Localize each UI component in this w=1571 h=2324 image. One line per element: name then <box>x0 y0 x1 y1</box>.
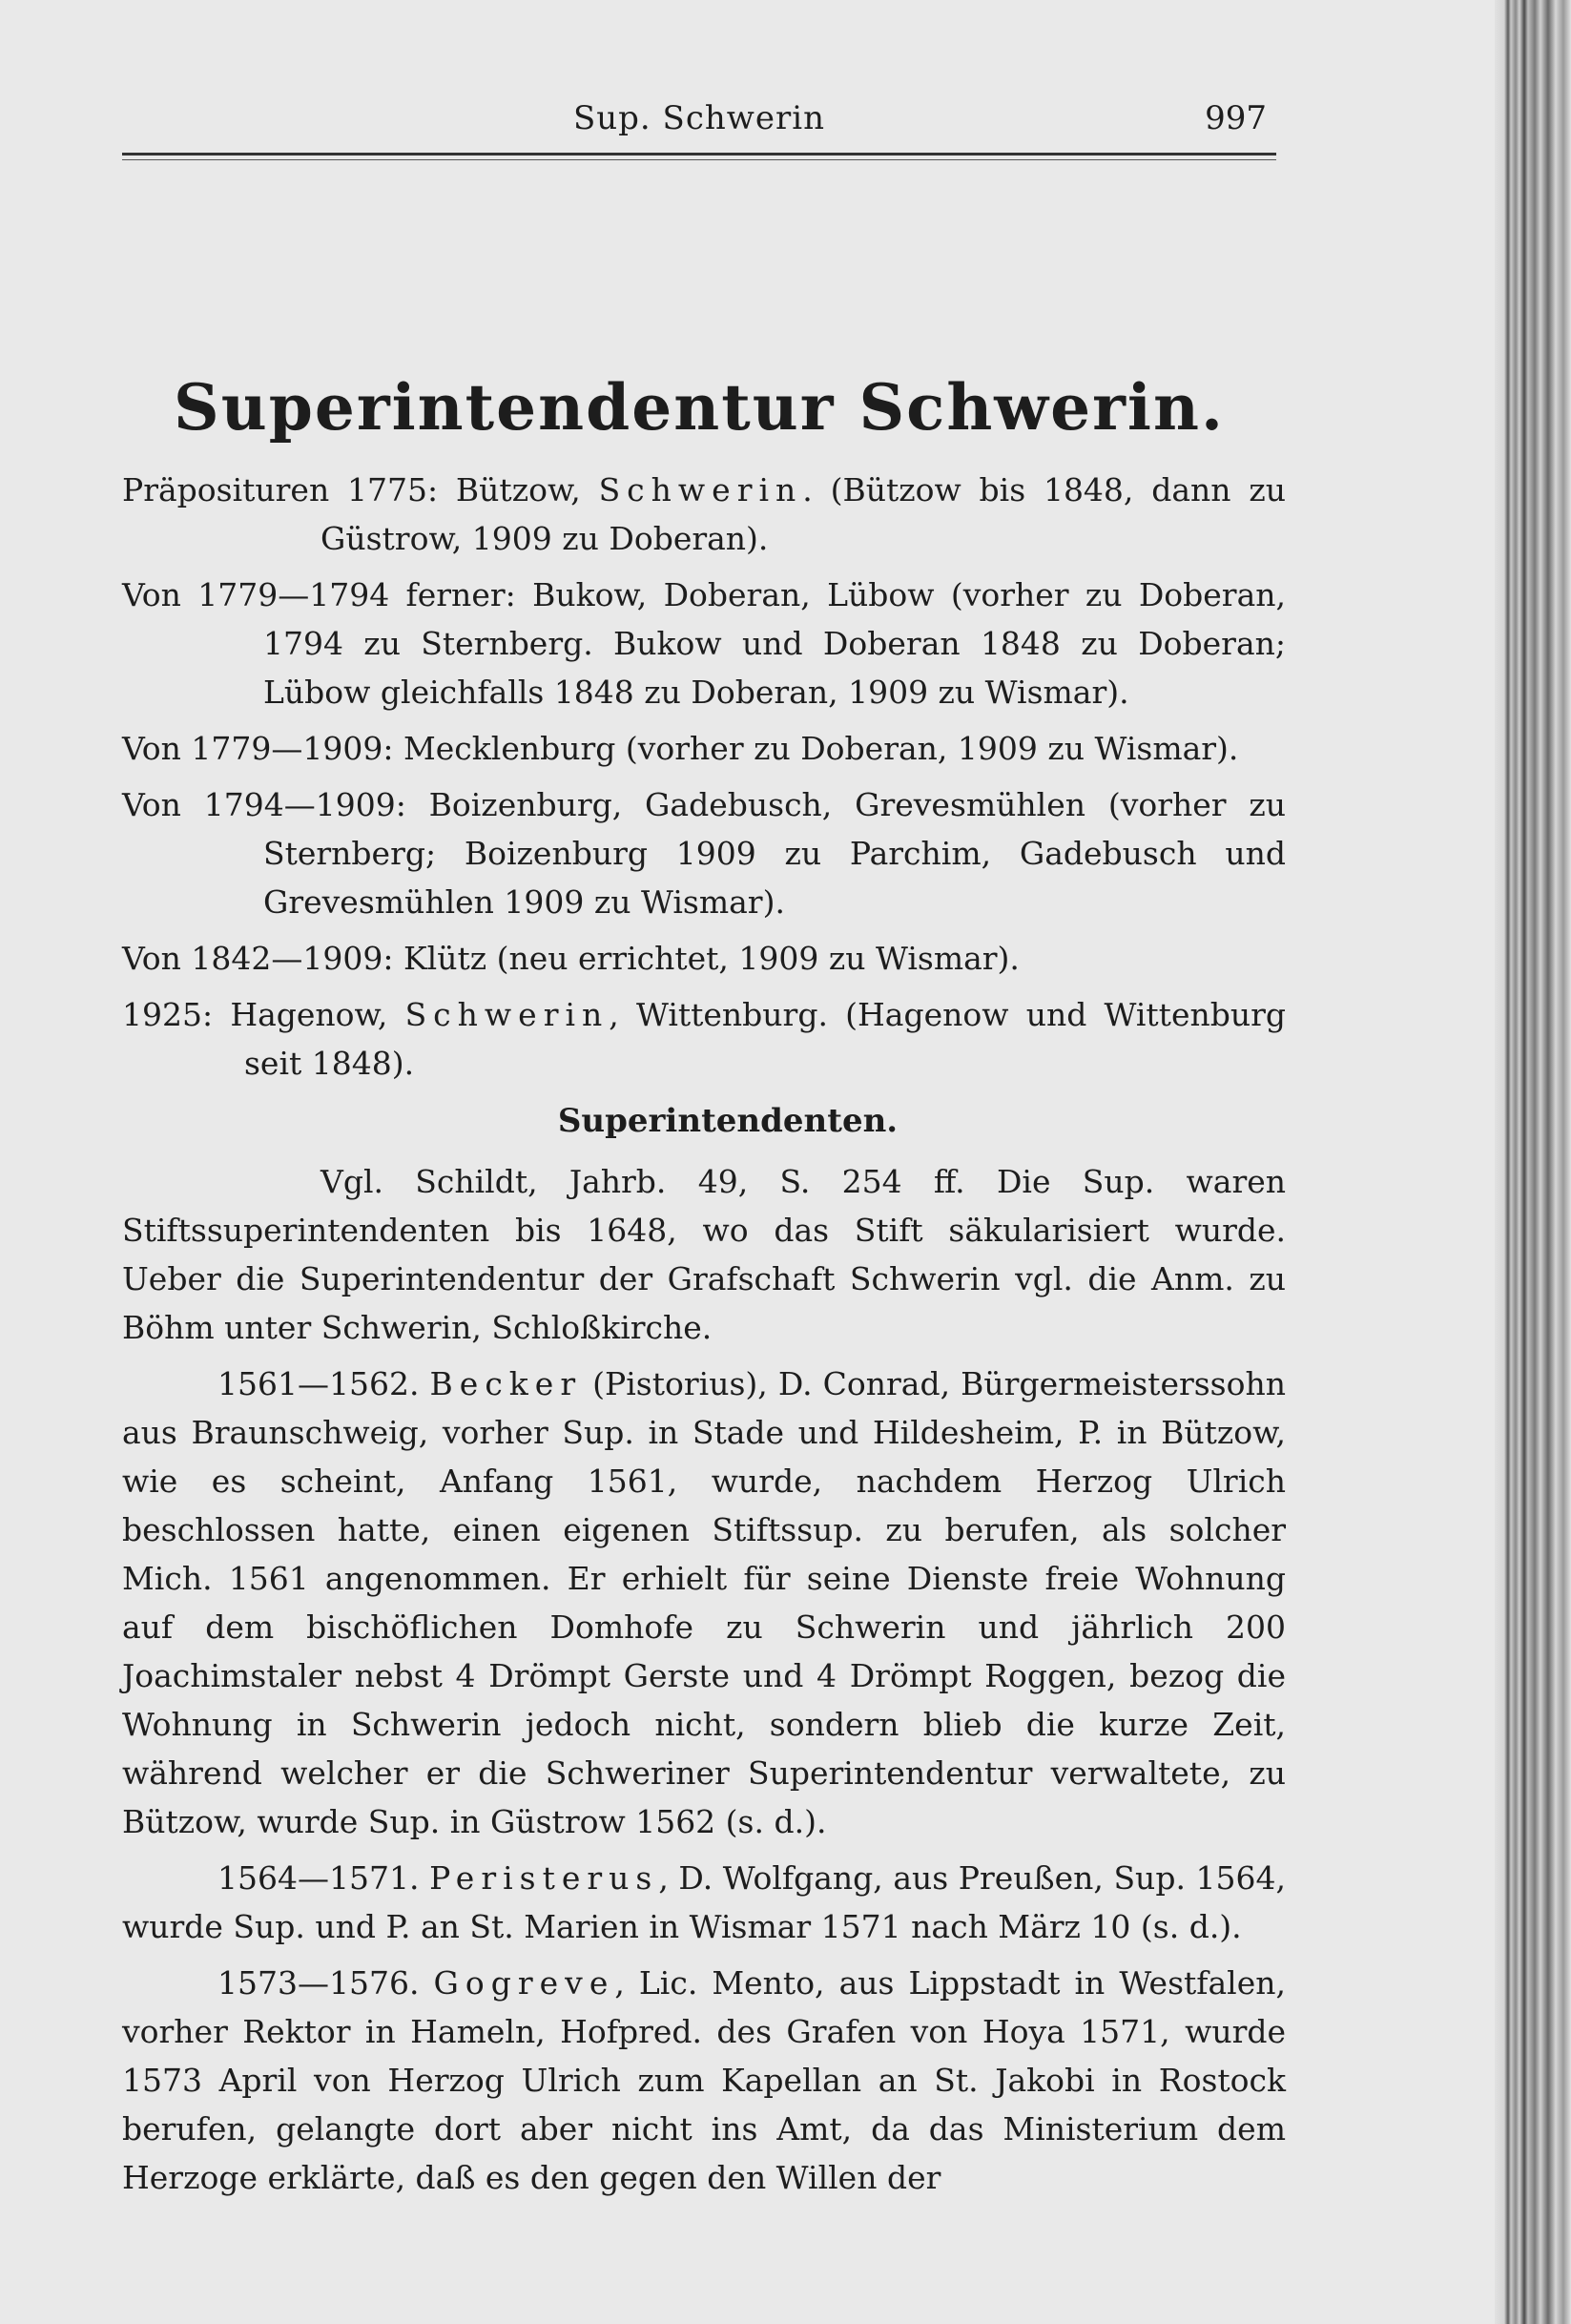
prepositure-entry: Von 1794—1909: Boizenburg, Gadebusch, Grevesmühlen (vorher zu Sternberg; Boizenburg 1909 zu Parchim, Gadebusch und Grevesmühlen 1909 zu Wismar). <box>122 786 1286 921</box>
biography-entry <box>122 1359 1286 1846</box>
entry-before: Hagenow, <box>213 996 405 1033</box>
prepositure-entry: Von 1842—1909: Klütz (neu errichtet, 1909 zu Wismar). <box>122 940 1020 977</box>
bio-name: Gogreve <box>433 1964 615 2002</box>
biography-entry <box>122 1854 1286 1951</box>
page-title: Superintendentur Schwerin. <box>174 370 1225 445</box>
prepositure-list <box>122 466 1286 2210</box>
bio-text: , D. Wolfgang, aus Preußen, Sup. 1564, wurde Sup. und P. an St. Marien in Wismar 1571 nach März 10 (s. d.). <box>122 1859 1286 1945</box>
header-rule <box>122 153 1276 156</box>
running-head <box>122 99 1276 143</box>
prepositure-entry: Von 1779—1794 ferner: Bukow, Doberan, Lübow (vorher zu Doberan, 1794 zu Sternberg. Bukow und Doberan 1848 zu Doberan; Lübow gleichfalls 1848 zu Doberan, 1909 zu Wismar). <box>122 576 1286 711</box>
prepositure-entry <box>122 990 1286 1088</box>
bio-dates: 1564—1571. <box>217 1859 420 1897</box>
intro-paragraph: Vgl. Schildt, Jahrb. 49, S. 254 ff. Die Sup. waren Stiftssuperintendenten bis 1648, wo das Stift säkularisiert wurde. Ueber die Superintendentur der Grafschaft Schwerin vgl. die Anm. zu Böhm unter Schwerin, Schloßkirche. <box>122 1163 1286 1346</box>
bio-text: , Lic. Mento, aus Lippstadt in Westfalen, vorher Rektor in Hameln, Hofpred. des Grafen von Hoya 1571, wurde 1573 April von Herzog Ulrich zum Kapellan an St. Jakobi in Rostock berufen, gelangte dort aber nicht ins Amt, da das Ministerium dem Herzoge erklärte, daß es den gegen den Willen der <box>122 1964 1286 2196</box>
prepositure-entry <box>122 466 1286 563</box>
page-number: 997 <box>1205 99 1267 137</box>
prepositure-place: Schwerin <box>598 471 803 508</box>
prepositure-before: Bützow, <box>438 471 599 508</box>
prepositure-entry: Von 1779—1909: Mecklenburg (vorher zu Doberan, 1909 zu Wismar). <box>122 730 1239 767</box>
running-title: Sup. Schwerin <box>572 99 826 137</box>
prepositure-lead: Präposituren 1775: <box>122 471 439 508</box>
entry-after: , Wittenburg. (Hagenow und Wittenburg seit 1848). <box>244 996 1287 1082</box>
header-rule-thin <box>122 159 1276 160</box>
bio-name: Peristerus <box>429 1859 659 1897</box>
entry-place: Schwerin <box>404 996 610 1033</box>
entry-year: 1925: <box>122 996 214 1033</box>
bio-dates: 1561—1562. <box>217 1365 420 1402</box>
bio-name: Becker <box>429 1365 583 1402</box>
prepositure-after: . (Bützow bis 1848, dann zu Güstrow, 1909 zu Doberan). <box>320 471 1286 557</box>
biography-entry <box>122 1959 1286 2202</box>
bio-dates: 1573—1576. <box>217 1964 420 2002</box>
section-heading: Superintendenten. <box>557 1102 899 1140</box>
book-spine-edge <box>1495 0 1571 2324</box>
bio-text: (Pistorius), D. Conrad, Bürgermeisterssohn aus Braunschweig, vorher Sup. in Stade und Hildesheim, P. in Bützow, wie es scheint, Anfang 1561, wurde, nachdem Herzog Ulrich beschlossen hatte, einen eigenen Stiftssup. zu berufen, als solcher Mich. 1561 angenommen. Er erhielt für seine Dienste freie Wohnung auf dem bischöflichen Domhofe zu Schwerin und jährlich 200 Joachimstaler nebst 4 Drömpt Gerste und 4 Drömpt Roggen, bezog die Wohnung in Schwerin jedoch nicht, sondern blieb die kurze Zeit, während welcher er die Schweriner Superintendentur verwaltete, zu Bützow, wurde Sup. in Güstrow 1562 (s. d.). <box>122 1365 1286 1840</box>
